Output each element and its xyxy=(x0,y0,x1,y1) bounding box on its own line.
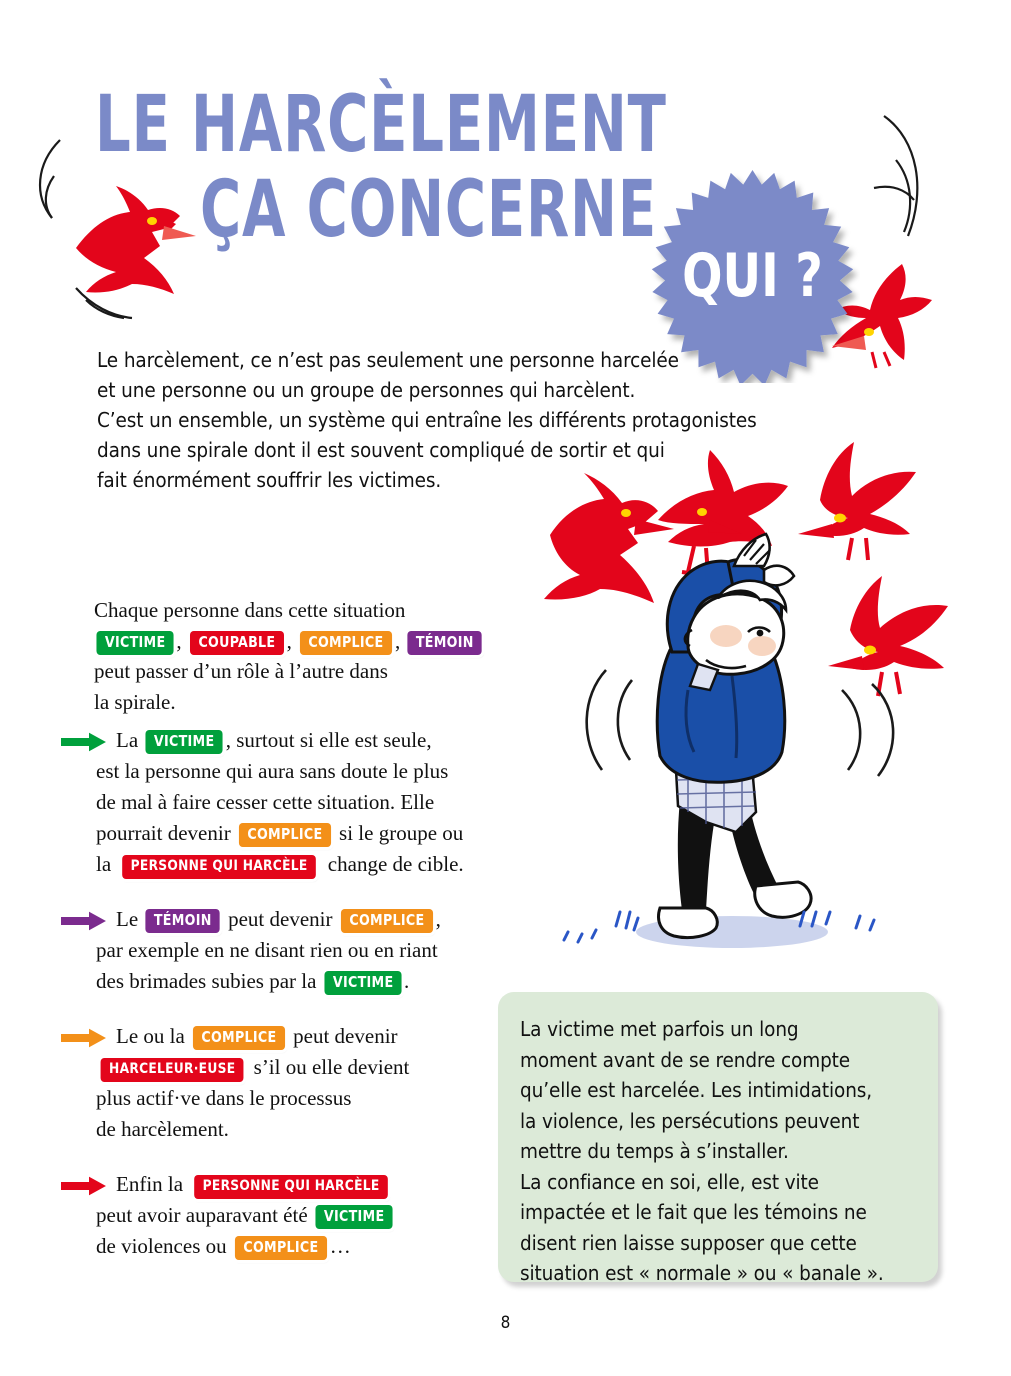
tag-harceleur-euse: HARCELEUR·EUSE xyxy=(101,1058,244,1082)
callout-line-3: qu’elle est harcelée. Les intimidations, xyxy=(520,1078,873,1102)
callout-line-9: situation est « normale » ou « banale ». xyxy=(520,1261,884,1285)
title-line-1: LE HARCÈLEMENT xyxy=(95,80,667,170)
bird-icon-1 xyxy=(544,473,674,603)
lead-paragraph xyxy=(94,595,514,718)
callout-line-4: la violence, les persécutions peuvent xyxy=(520,1108,860,1133)
txt: … xyxy=(329,1234,351,1258)
bullet-1-line-4 xyxy=(58,818,518,849)
tag-victime: VICTIME xyxy=(146,730,223,754)
shoe-left xyxy=(659,908,718,938)
orange-arrow-icon xyxy=(58,1025,110,1051)
bullet-1-line-1 xyxy=(58,725,518,756)
bullet-2-line-3 xyxy=(58,966,518,997)
cheek-right xyxy=(748,636,776,656)
green-arrow-icon xyxy=(58,729,110,755)
lead-line-4: la spirale. xyxy=(94,690,176,714)
callout-line-8: disent rien laisse supposer que cette xyxy=(520,1230,857,1255)
page-number: 8 xyxy=(500,1313,511,1333)
txt: la xyxy=(96,852,117,876)
cheek-left xyxy=(710,625,742,647)
harassment-illustration xyxy=(520,440,990,1000)
bullet-list xyxy=(58,725,518,1284)
bullet-4-line-2 xyxy=(58,1200,518,1231)
motion-arcs-left xyxy=(587,670,632,770)
txt: pourrait devenir xyxy=(96,821,236,845)
tag-victime: VICTIME xyxy=(315,1205,392,1229)
lead-line-1: Chaque personne dans cette situation xyxy=(94,598,406,622)
bullet-item-victime xyxy=(58,725,518,880)
lead-tags-line xyxy=(94,626,514,656)
bullet-item-complice xyxy=(58,1021,518,1145)
txt: si le groupe ou xyxy=(333,821,464,845)
bullet-item-personne-qui-harcele xyxy=(58,1169,518,1262)
lead-sep-1: , xyxy=(176,629,182,653)
txt: de violences ou xyxy=(96,1234,232,1258)
badge-label: QUI ? xyxy=(682,240,823,311)
bullet-3-line-2 xyxy=(58,1052,518,1083)
callout-line-5: mettre du temps à s’installer. xyxy=(520,1139,789,1163)
bullet-1-line-2: est la personne qui aura sans doute le plus xyxy=(96,759,449,783)
tag-complice: COMPLICE xyxy=(341,909,433,933)
bullet-3-line-1 xyxy=(58,1021,518,1052)
txt: La xyxy=(116,728,144,752)
hand-right xyxy=(764,566,794,586)
intro-line-3: C’est un ensemble, un système qui entraîne les différents protagonistes xyxy=(97,408,757,432)
txt: Le xyxy=(116,907,144,931)
purple-arrow-icon xyxy=(58,908,110,934)
intro-line-1: Le harcèlement, ce n’est pas seulement une personne harcelée xyxy=(97,348,679,372)
callout-text xyxy=(498,992,938,1289)
motion-arcs-right xyxy=(842,684,893,776)
tag-temoin: TÉMOIN xyxy=(408,631,483,655)
tag-personne-qui-harcele: PERSONNE QUI HARCÈLE xyxy=(123,855,317,879)
title-line-2: ÇA CONCERNE xyxy=(200,165,657,255)
callout-line-1: La victime met parfois un long xyxy=(520,1017,799,1041)
lead-line-3: peut passer d’un rôle à l’autre dans xyxy=(94,659,388,683)
lead-sep-3: , xyxy=(394,629,401,653)
tag-complice: COMPLICE xyxy=(239,823,331,847)
txt: change de cible. xyxy=(322,852,464,876)
bullet-1-line-3: de mal à faire cesser cette situation. Elle xyxy=(96,790,435,814)
bullet-4-line-3 xyxy=(58,1231,518,1262)
intro-line-5: fait énormément souffrir les victimes. xyxy=(97,468,442,492)
txt: Le ou la xyxy=(116,1024,191,1048)
bird-icon-4 xyxy=(828,576,948,696)
bullet-2-line-2: par exemple en ne disant rien ou en riant xyxy=(96,938,438,962)
illustration-canvas xyxy=(520,440,990,1000)
intro-line-2: et une personne ou un groupe de personnes qui harcèlent. xyxy=(97,378,636,402)
bullet-2-line-1 xyxy=(58,904,518,935)
txt: peut avoir auparavant été xyxy=(96,1203,313,1227)
bullet-1-line-5 xyxy=(58,849,518,880)
tag-complice: COMPLICE xyxy=(235,1236,327,1260)
bullet-3-text xyxy=(58,1021,518,1145)
page-title xyxy=(0,70,1011,320)
intro-line-4: dans une spirale dont il est souvent compliqué de sortir et qui xyxy=(97,438,665,462)
txt: s’il ou elle devient xyxy=(248,1055,410,1079)
callout-line-7: impactée et le fait que les témoins ne xyxy=(520,1200,867,1224)
person-figure xyxy=(636,534,828,948)
pupil-1 xyxy=(757,630,764,637)
txt: . xyxy=(404,969,410,993)
tag-coupable: COUPABLE xyxy=(190,631,284,655)
txt: Enfin la xyxy=(116,1172,189,1196)
txt: peut devenir xyxy=(287,1024,398,1048)
callout-line-6: La confiance en soi, elle, est vite xyxy=(520,1169,819,1194)
txt: , surtout si elle est seule, xyxy=(225,728,432,752)
callout-line-2: moment avant de se rendre compte xyxy=(520,1047,851,1072)
bullet-1-text xyxy=(58,725,518,880)
bullet-3-line-4: de harcèlement. xyxy=(96,1117,229,1141)
bullet-4-line-1 xyxy=(58,1169,518,1200)
bullet-item-temoin xyxy=(58,904,518,997)
tag-personne-qui-harcele: PERSONNE QUI HARCÈLE xyxy=(194,1175,388,1199)
txt: peut devenir xyxy=(222,907,338,931)
bullet-2-text xyxy=(58,904,518,997)
tag-complice: COMPLICE xyxy=(193,1026,285,1050)
tag-victime: VICTIME xyxy=(324,971,401,995)
bullet-4-text xyxy=(58,1169,518,1262)
txt: , xyxy=(435,907,441,931)
tag-victime: VICTIME xyxy=(96,631,173,655)
tag-temoin: TÉMOIN xyxy=(146,909,221,933)
info-callout-box xyxy=(498,992,938,1285)
txt: des brimades subies par la xyxy=(96,969,322,993)
tag-complice: COMPLICE xyxy=(300,631,392,655)
lead-sep-2: , xyxy=(286,629,292,653)
bird-icon-3 xyxy=(798,442,916,560)
bullet-3-line-3: plus actif·ve dans le processus xyxy=(96,1086,352,1110)
red-arrow-icon xyxy=(58,1173,110,1199)
